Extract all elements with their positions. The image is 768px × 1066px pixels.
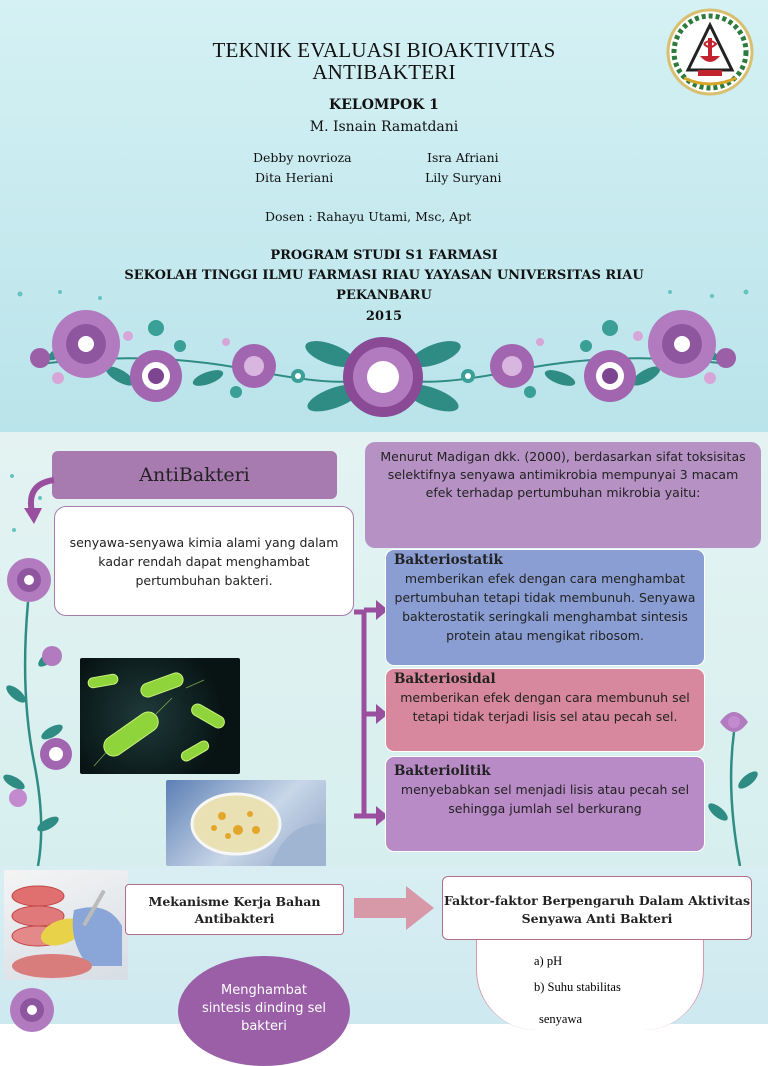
bakteriostatik-text: memberikan efek dengan cara menghambat pertumbuhan tetapi tidak membunuh. Senyawa bakterostatik seringkali menghambat sintesis protein atau mengikat ribosom.: [394, 571, 696, 643]
bacteria-image: [80, 658, 240, 774]
title-slide: [0, 0, 768, 432]
inhibit-cell-wall-ellipse: Menghambat sintesis dinding sel bakteri: [178, 956, 350, 1066]
corner-flower-decoration: [4, 984, 60, 1024]
bracket-connector: [354, 592, 388, 832]
lead-member: M. Isnain Ramatdani: [309, 119, 459, 135]
bakteriosidal-box: [385, 668, 705, 752]
bakteriolitik-box: [385, 756, 705, 852]
antibakteri-slide: [0, 432, 768, 866]
group-label: KELOMPOK 1: [329, 97, 439, 113]
bakteriolitik-text: menyebabkan sel menjadi lisis atau pecah sel sehingga jumlah sel berkurang: [400, 782, 690, 816]
factors-panel: [476, 940, 704, 1030]
member-4: Lily Suryani: [425, 170, 502, 185]
lab-petri-image: [4, 870, 128, 980]
bakteriosidal-text: memberikan efek dengan cara membunuh sel tetapi tidak terjadi lisis sel atau pecah sel.: [400, 690, 690, 724]
factor-suhu: b) Suhu stabilitas: [534, 980, 621, 994]
lecturer: Dosen : Rahayu Utami, Msc, Apt: [265, 209, 472, 224]
factor-ph: a) pH: [534, 954, 563, 968]
curved-arrow-icon: [22, 476, 58, 526]
title-line-2: ANTIBAKTERI: [312, 60, 456, 84]
right-arrow-icon: [354, 886, 434, 930]
petri-dish-image: [166, 780, 326, 866]
member-3: Dita Heriani: [255, 170, 334, 185]
title-line-1: TEKNIK EVALUASI BIOAKTIVITAS: [212, 38, 556, 62]
bakteriostatik-box: [385, 549, 705, 666]
year: 2015: [365, 309, 403, 324]
program-name: PROGRAM STUDI S1 FARMASI: [270, 248, 498, 263]
right-floral-vine: [700, 692, 768, 866]
city: PEKANBARU: [336, 288, 432, 303]
member-1: Debby novrioza: [253, 150, 352, 165]
factors-title-box: Faktor-faktor Berpengaruh Dalam Aktivitas Senyawa Anti Bakteri: [442, 876, 752, 940]
madigan-intro-box: Menurut Madigan dkk. (2000), berdasarkan sifat toksisitas selektifnya senyawa antimikrobia mempunyai 3 macam efek terhadap pertumbuhan mikrobia yaitu:: [365, 442, 761, 548]
floral-border-decoration: [0, 280, 768, 432]
mechanism-box: Mekanisme Kerja Bahan Antibakteri: [125, 884, 344, 935]
bakteriosidal-heading: Bakteriosidal: [394, 671, 496, 687]
bakteriostatik-heading: Bakteriostatik: [394, 552, 503, 568]
mechanism-slide: [0, 866, 768, 1034]
university-logo: [666, 8, 754, 96]
member-2: Isra Afriani: [427, 150, 499, 165]
antibakteri-title-box: AntiBakteri: [52, 451, 337, 499]
bakteriolitik-heading: Bakteriolitik: [394, 763, 491, 779]
factor-senyawa: senyawa: [539, 1012, 583, 1026]
school-name: SEKOLAH TINGGI ILMU FARMASI RIAU YAYASAN UNIVERSITAS RIAU: [124, 268, 644, 283]
definition-box: senyawa-senyawa kimia alami yang dalam kadar rendah dapat menghambat pertumbuhan bakteri.: [54, 506, 354, 616]
